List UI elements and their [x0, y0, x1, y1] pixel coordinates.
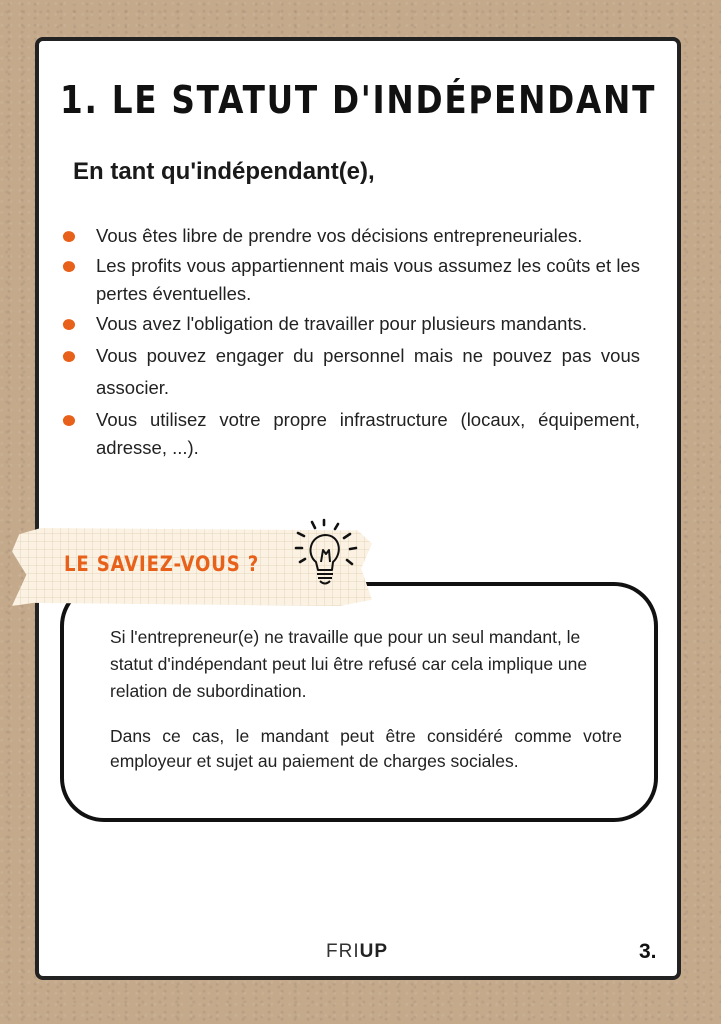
- bullet-dot-icon: [62, 350, 76, 363]
- logo-bold: UP: [359, 941, 389, 962]
- list-item-text: Les profits vous appartiennent mais vous assumez les coûts et les pertes éventuelles.: [96, 255, 640, 304]
- bullet-list: [60, 222, 640, 464]
- list-item: [60, 252, 640, 308]
- bullet-dot-icon: [62, 230, 76, 243]
- list-item: [60, 406, 640, 462]
- page-number: 3.: [639, 940, 657, 963]
- list-item-text: Vous pouvez engager du personnel mais ne pouvez pas vous associer.: [96, 345, 640, 398]
- list-item: [60, 340, 640, 404]
- info-paragraph: Dans ce cas, le mandant peut être considéré comme votre employeur et sujet au paiement de charges sociales.: [110, 726, 622, 771]
- list-item-text: Vous êtes libre de prendre vos décisions entrepreneuriales.: [96, 225, 583, 246]
- section-subtitle: En tant qu'indépendant(e),: [73, 158, 375, 185]
- page-title: 1. LE STATUT D'INDÉPENDANT: [60, 78, 657, 122]
- list-item: [60, 222, 640, 250]
- list-item: [60, 310, 640, 338]
- bullet-dot-icon: [62, 260, 76, 273]
- bullet-dot-icon: [62, 318, 76, 331]
- list-item-text: Vous avez l'obligation de travailler pour plusieurs mandants.: [96, 313, 587, 334]
- friup-logo: [326, 941, 388, 963]
- callout-label: LE SAVIEZ-VOUS ?: [64, 552, 260, 576]
- lightbulb-icon: [294, 518, 364, 590]
- logo-prefix: FRI: [326, 941, 360, 962]
- list-item-text: Vous utilisez votre propre infrastructure (locaux, équipement, adresse, ...).: [96, 409, 640, 458]
- bullet-dot-icon: [62, 414, 76, 427]
- info-paragraph: Si l'entrepreneur(e) ne travaille que pour un seul mandant, le statut d'indépendant peut lui être refusé car cela implique une relation de subordination.: [110, 627, 588, 701]
